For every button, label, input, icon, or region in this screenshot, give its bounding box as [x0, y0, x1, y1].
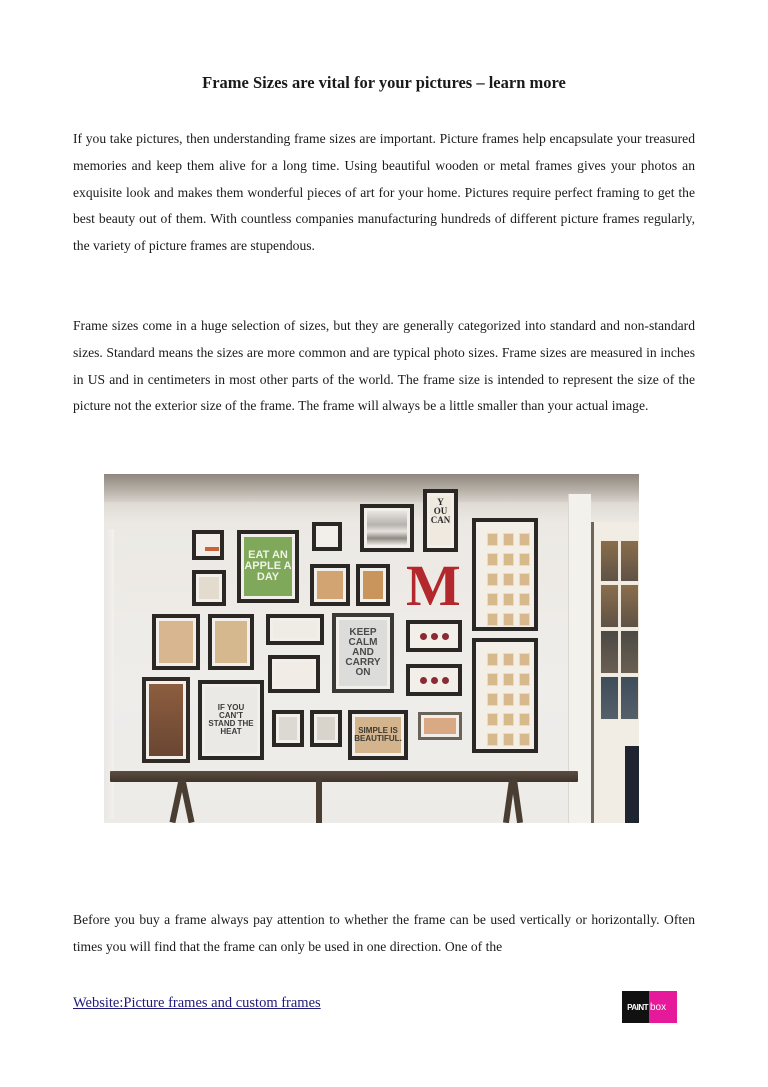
- frame-pattern-2: [208, 614, 254, 670]
- frame-simple-is-beautiful: [348, 710, 408, 760]
- frame-apple-text: EAT AN APPLE A DAY: [244, 548, 292, 584]
- frame-small-1: [192, 530, 224, 560]
- bench-leg: [316, 779, 322, 823]
- frame-cards-grid-1: [472, 518, 538, 631]
- frame-dots-2: [406, 664, 462, 696]
- frame-cant-stand-heat: [198, 680, 264, 760]
- photo-basket: [625, 746, 639, 823]
- frame-calendar-2: [310, 710, 342, 747]
- bench-leg: [179, 779, 194, 823]
- frame-keep-calm: [332, 613, 394, 693]
- frame-cork-2: [356, 564, 390, 606]
- frame-pattern-1: [152, 614, 200, 670]
- logo-box-part: box: [649, 991, 677, 1023]
- page-title: Frame Sizes are vital for your pictures – learn more: [202, 73, 566, 92]
- website-link[interactable]: Website:Picture frames and custom frames: [73, 995, 321, 1011]
- eye-chart-text: Y OU CAN: [430, 497, 451, 525]
- keep-calm-text: KEEP CALM AND CARRY ON: [345, 626, 381, 679]
- frame-small-ornate: [418, 712, 462, 740]
- frame-shadowbox: [142, 677, 190, 763]
- paragraph-frame-sizes: Frame sizes come in a huge selection of sizes, but they are generally categorized into standard and non-standard sizes. Standard means the sizes are more common and are typical photo sizes. Frame sizes are measured in inches in US and in centimeters in most other parts of the world. The frame size is intended to represent the size of the picture not the exterior size of the frame. The frame will always be a little smaller than your actual image.: [73, 318, 695, 414]
- frame-cork-1: [310, 564, 350, 606]
- frame-labels: [268, 655, 320, 693]
- heat-text: IF YOU CAN'T STAND THE HEAT: [208, 702, 254, 737]
- frame-small-3: [192, 570, 226, 606]
- frame-dots-1: [406, 620, 462, 652]
- frame-wide-1: [266, 614, 324, 645]
- photo-ceiling: [104, 474, 639, 502]
- logo-paint-part: PAINT: [622, 991, 649, 1023]
- paintbox-logo: [622, 991, 677, 1023]
- frame-calendar-1: [272, 710, 304, 747]
- frame-eye-chart: [423, 489, 458, 552]
- frame-small-2: [312, 522, 342, 551]
- simple-text: SIMPLE IS BEAUTIFUL.: [354, 725, 402, 743]
- paragraph-intro: If you take pictures, then understanding frame sizes are important. Picture frames help encapsulate your treasured memories and keep them alive for a long time. Using beautiful wooden or metal frames gives your photos an exquisite look and makes them wonderful pieces of art for your home. Pictures require perfect framing to get the best beauty out of them. With countless companies manufacturing hundreds of different picture frames regularly, the variety of picture frames are stupendous.: [73, 131, 695, 254]
- frame-photo-1: [360, 504, 414, 552]
- frame-apple-a-day: [237, 530, 299, 603]
- letter-m-decor: M: [406, 553, 461, 618]
- paragraph-orientation: Before you buy a frame always pay attention to whether the frame can be used vertically or horizontally. Often times you will find that the frame can only be used in one direction. One of the: [73, 912, 695, 954]
- bench-leg: [511, 779, 523, 823]
- frame-cards-grid-2: [472, 638, 538, 753]
- gallery-wall-photo: [104, 474, 639, 823]
